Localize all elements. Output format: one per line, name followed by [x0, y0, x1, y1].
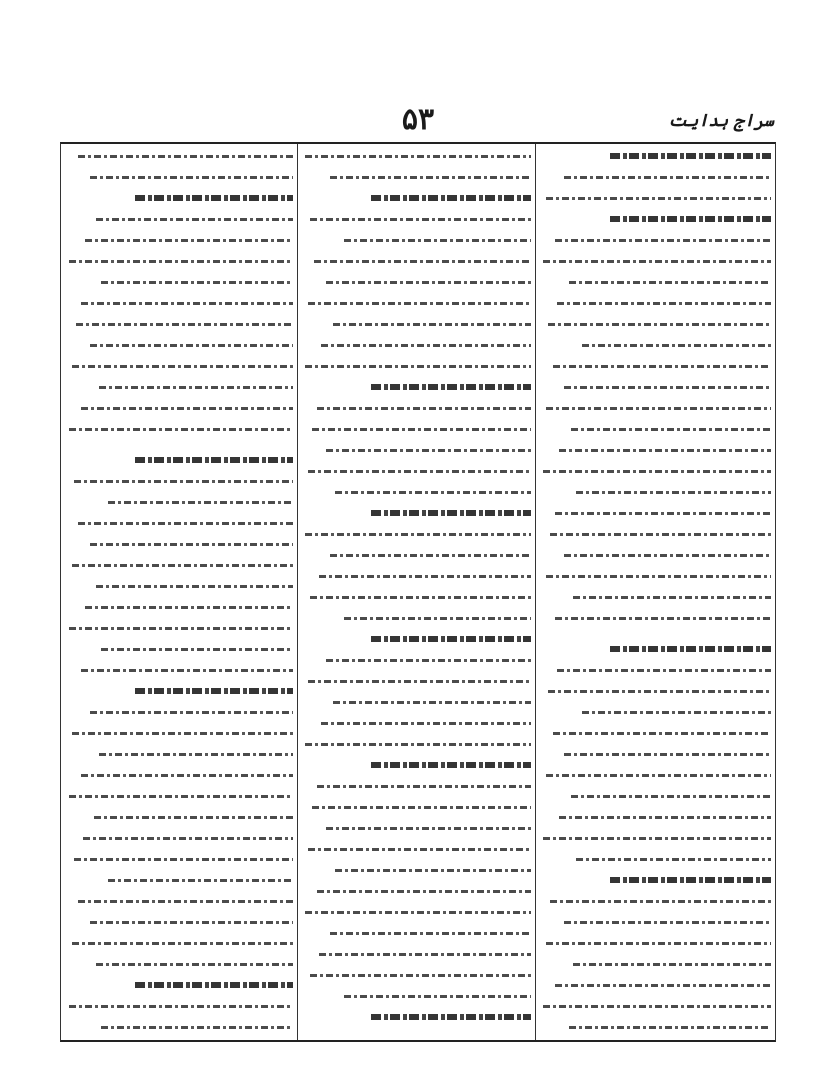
text-line — [541, 612, 771, 626]
ink-stroke — [564, 921, 771, 924]
text-line — [541, 706, 771, 720]
ink-stroke — [310, 974, 531, 977]
text-line — [67, 360, 293, 374]
text-line — [541, 937, 771, 951]
ink-stroke — [305, 911, 531, 914]
column-right — [541, 150, 771, 1034]
ink-stroke — [557, 669, 771, 672]
text-line — [303, 528, 531, 542]
ink-stroke — [371, 384, 531, 390]
text-line — [303, 234, 531, 248]
text-line — [541, 507, 771, 521]
ink-stroke — [555, 239, 771, 242]
ink-stroke — [83, 837, 293, 840]
ink-stroke — [101, 1026, 293, 1029]
text-line — [303, 654, 531, 668]
ink-stroke — [78, 155, 293, 158]
text-line — [303, 780, 531, 794]
ink-stroke — [371, 1014, 531, 1020]
text-line — [67, 1021, 293, 1034]
ink-stroke — [305, 155, 531, 158]
ink-stroke — [543, 837, 771, 840]
text-line — [303, 423, 531, 437]
text-line — [303, 318, 531, 332]
ink-stroke — [330, 176, 531, 179]
ink-stroke — [550, 533, 771, 536]
text-line — [303, 549, 531, 563]
text-line — [67, 937, 293, 951]
text-line — [303, 171, 531, 185]
ink-stroke — [573, 963, 771, 966]
text-line — [541, 958, 771, 972]
text-line — [67, 832, 293, 846]
text-line — [541, 444, 771, 458]
text-line — [303, 297, 531, 311]
ink-stroke — [135, 982, 293, 988]
entry-heading-line — [541, 213, 771, 227]
text-line — [541, 549, 771, 563]
text-line — [541, 360, 771, 374]
ink-stroke — [335, 491, 531, 494]
ink-stroke — [330, 554, 531, 557]
ink-stroke — [314, 260, 531, 263]
text-line — [541, 790, 771, 804]
column-rule-right — [535, 144, 536, 1040]
text-line — [67, 496, 293, 510]
ink-stroke — [319, 575, 531, 578]
ink-stroke — [559, 816, 771, 819]
text-line — [67, 958, 293, 972]
ink-stroke — [96, 585, 293, 588]
ink-stroke — [550, 900, 771, 903]
text-line — [303, 339, 531, 353]
text-line — [303, 276, 531, 290]
ink-stroke — [546, 942, 771, 945]
ink-stroke — [90, 176, 293, 179]
text-line — [541, 853, 771, 867]
ink-stroke — [344, 617, 531, 620]
text-line — [303, 801, 531, 815]
text-line — [541, 979, 771, 993]
text-line — [541, 685, 771, 699]
ink-stroke — [344, 995, 531, 998]
paragraph-gap — [67, 444, 293, 448]
ink-stroke — [72, 365, 293, 368]
entry-heading-line — [67, 979, 293, 993]
ink-stroke — [371, 636, 531, 642]
ink-stroke — [101, 648, 293, 651]
text-line — [541, 339, 771, 353]
text-line — [303, 822, 531, 836]
text-line — [303, 360, 531, 374]
entry-heading-line — [67, 685, 293, 699]
text-line — [541, 727, 771, 741]
ink-stroke — [559, 449, 771, 452]
ink-stroke — [555, 984, 771, 987]
ink-stroke — [371, 195, 531, 201]
text-line — [303, 675, 531, 689]
ink-stroke — [308, 302, 531, 305]
ink-stroke — [90, 344, 293, 347]
text-line — [67, 601, 293, 615]
ink-stroke — [81, 774, 293, 777]
text-line — [541, 528, 771, 542]
ink-stroke — [582, 344, 771, 347]
text-line — [303, 843, 531, 857]
ink-stroke — [564, 753, 771, 756]
ink-stroke — [344, 239, 531, 242]
paragraph-gap — [541, 633, 771, 637]
text-line — [541, 916, 771, 930]
text-line — [67, 213, 293, 227]
text-line — [67, 727, 293, 741]
text-line — [303, 948, 531, 962]
text-line — [303, 486, 531, 500]
ink-stroke — [330, 932, 531, 935]
running-head — [62, 104, 774, 144]
ink-stroke — [610, 877, 771, 883]
text-line — [303, 591, 531, 605]
text-line — [303, 150, 531, 164]
text-line — [67, 538, 293, 552]
ink-stroke — [72, 942, 293, 945]
page-number: ۵۳ — [401, 102, 435, 137]
ink-stroke — [571, 428, 771, 431]
text-line — [303, 465, 531, 479]
ink-stroke — [317, 407, 531, 410]
ink-stroke — [326, 449, 531, 452]
ink-stroke — [310, 596, 531, 599]
text-line — [303, 717, 531, 731]
ink-stroke — [543, 1005, 771, 1008]
text-line — [67, 748, 293, 762]
text-line — [67, 853, 293, 867]
ink-stroke — [582, 711, 771, 714]
ink-stroke — [571, 795, 771, 798]
ink-stroke — [569, 1026, 771, 1029]
text-line — [67, 255, 293, 269]
ink-stroke — [69, 1005, 293, 1008]
ink-stroke — [610, 646, 771, 652]
text-line — [303, 213, 531, 227]
ink-stroke — [76, 323, 293, 326]
ink-stroke — [326, 659, 531, 662]
ink-stroke — [326, 827, 531, 830]
ink-stroke — [69, 627, 293, 630]
text-line — [67, 874, 293, 888]
text-line — [67, 318, 293, 332]
text-line — [541, 591, 771, 605]
text-line — [67, 769, 293, 783]
ink-stroke — [333, 323, 531, 326]
ink-stroke — [546, 575, 771, 578]
ink-stroke — [564, 176, 771, 179]
ink-stroke — [72, 564, 293, 567]
ink-stroke — [94, 816, 293, 819]
ink-stroke — [326, 281, 531, 284]
ink-stroke — [548, 323, 771, 326]
text-line — [67, 622, 293, 636]
text-line — [541, 664, 771, 678]
text-line — [67, 916, 293, 930]
text-line — [541, 192, 771, 206]
ink-stroke — [69, 260, 293, 263]
ink-stroke — [308, 848, 531, 851]
ink-stroke — [108, 879, 293, 882]
text-line — [67, 895, 293, 909]
ink-stroke — [305, 743, 531, 746]
ink-stroke — [548, 690, 771, 693]
text-line — [541, 769, 771, 783]
ink-stroke — [564, 386, 771, 389]
text-line — [67, 643, 293, 657]
text-line — [303, 1032, 531, 1034]
entry-heading-line — [67, 454, 293, 468]
text-line — [303, 885, 531, 899]
ink-stroke — [308, 470, 531, 473]
ink-stroke — [557, 302, 771, 305]
text-line — [67, 475, 293, 489]
entry-heading-line — [541, 150, 771, 164]
ink-stroke — [546, 407, 771, 410]
text-line — [67, 517, 293, 531]
text-line — [541, 895, 771, 909]
ink-stroke — [108, 501, 293, 504]
ink-stroke — [335, 869, 531, 872]
ink-stroke — [85, 606, 293, 609]
entry-heading-line — [541, 874, 771, 888]
ink-stroke — [69, 428, 293, 431]
text-line — [303, 402, 531, 416]
book-title: سراج ہدایت — [668, 111, 774, 131]
text-line — [303, 990, 531, 1004]
text-line — [541, 423, 771, 437]
ink-stroke — [321, 722, 531, 725]
text-line — [541, 276, 771, 290]
text-line — [303, 612, 531, 626]
ink-stroke — [74, 480, 293, 483]
ink-stroke — [90, 711, 293, 714]
ink-stroke — [85, 239, 293, 242]
ink-stroke — [312, 806, 531, 809]
text-line — [541, 171, 771, 185]
text-line — [541, 381, 771, 395]
ink-stroke — [546, 774, 771, 777]
ink-stroke — [305, 365, 531, 368]
text-line — [67, 234, 293, 248]
ink-stroke — [99, 753, 293, 756]
ink-stroke — [81, 669, 293, 672]
ink-stroke — [371, 510, 531, 516]
column-rule-left — [297, 144, 298, 1040]
text-line — [541, 832, 771, 846]
text-line — [67, 1000, 293, 1014]
text-line — [541, 465, 771, 479]
text-line — [303, 696, 531, 710]
text-line — [541, 318, 771, 332]
ink-stroke — [78, 900, 293, 903]
ink-stroke — [308, 680, 531, 683]
entry-heading-line — [303, 192, 531, 206]
ink-stroke — [553, 365, 772, 368]
text-line — [303, 906, 531, 920]
text-frame — [60, 142, 776, 1042]
ink-stroke — [78, 522, 293, 525]
column-middle — [303, 150, 531, 1034]
ink-stroke — [69, 795, 293, 798]
text-line — [67, 664, 293, 678]
ink-stroke — [90, 543, 293, 546]
entry-heading-line — [541, 643, 771, 657]
text-line — [67, 150, 293, 164]
text-line — [541, 402, 771, 416]
ink-stroke — [543, 470, 771, 473]
ink-stroke — [564, 554, 771, 557]
ink-stroke — [90, 921, 293, 924]
ink-stroke — [319, 953, 531, 956]
ink-stroke — [74, 858, 293, 861]
text-line — [303, 738, 531, 752]
ink-stroke — [81, 302, 293, 305]
text-line — [541, 748, 771, 762]
ink-stroke — [555, 617, 771, 620]
entry-heading-line — [67, 192, 293, 206]
text-line — [67, 706, 293, 720]
text-line — [303, 255, 531, 269]
ink-stroke — [576, 858, 772, 861]
ink-stroke — [371, 762, 531, 768]
text-line — [541, 1000, 771, 1014]
ink-stroke — [569, 281, 771, 284]
text-line — [541, 234, 771, 248]
ink-stroke — [135, 195, 293, 201]
ink-stroke — [72, 732, 293, 735]
ink-stroke — [573, 596, 771, 599]
text-line — [541, 297, 771, 311]
ink-stroke — [555, 512, 771, 515]
ink-stroke — [610, 153, 771, 159]
entry-heading-line — [303, 1011, 531, 1025]
text-line — [67, 171, 293, 185]
text-line — [541, 486, 771, 500]
ink-stroke — [553, 732, 772, 735]
text-line — [303, 444, 531, 458]
text-line — [541, 570, 771, 584]
ink-stroke — [101, 281, 293, 284]
text-line — [303, 927, 531, 941]
ink-stroke — [317, 890, 531, 893]
ink-stroke — [310, 218, 531, 221]
text-line — [541, 255, 771, 269]
text-line — [541, 1021, 771, 1034]
text-line — [67, 339, 293, 353]
ink-stroke — [135, 688, 293, 694]
ink-stroke — [610, 216, 771, 222]
text-line — [303, 570, 531, 584]
text-line — [541, 811, 771, 825]
ink-stroke — [81, 407, 293, 410]
ink-stroke — [543, 260, 771, 263]
text-line — [67, 559, 293, 573]
text-line — [303, 864, 531, 878]
ink-stroke — [96, 963, 293, 966]
entry-heading-line — [303, 507, 531, 521]
text-line — [67, 402, 293, 416]
text-line — [67, 276, 293, 290]
entry-heading-line — [303, 633, 531, 647]
ink-stroke — [135, 457, 293, 463]
ink-stroke — [96, 218, 293, 221]
ink-stroke — [321, 344, 531, 347]
ink-stroke — [333, 701, 531, 704]
ink-stroke — [305, 533, 531, 536]
entry-heading-line — [303, 381, 531, 395]
text-line — [303, 969, 531, 983]
entry-heading-line — [303, 759, 531, 773]
text-line — [67, 381, 293, 395]
text-line — [67, 297, 293, 311]
text-line — [67, 423, 293, 437]
ink-stroke — [99, 386, 293, 389]
ink-stroke — [546, 197, 771, 200]
text-line — [67, 790, 293, 804]
column-left — [67, 150, 293, 1034]
ink-stroke — [312, 428, 531, 431]
text-line — [67, 580, 293, 594]
ink-stroke — [576, 491, 772, 494]
text-line — [67, 811, 293, 825]
ink-stroke — [317, 785, 531, 788]
